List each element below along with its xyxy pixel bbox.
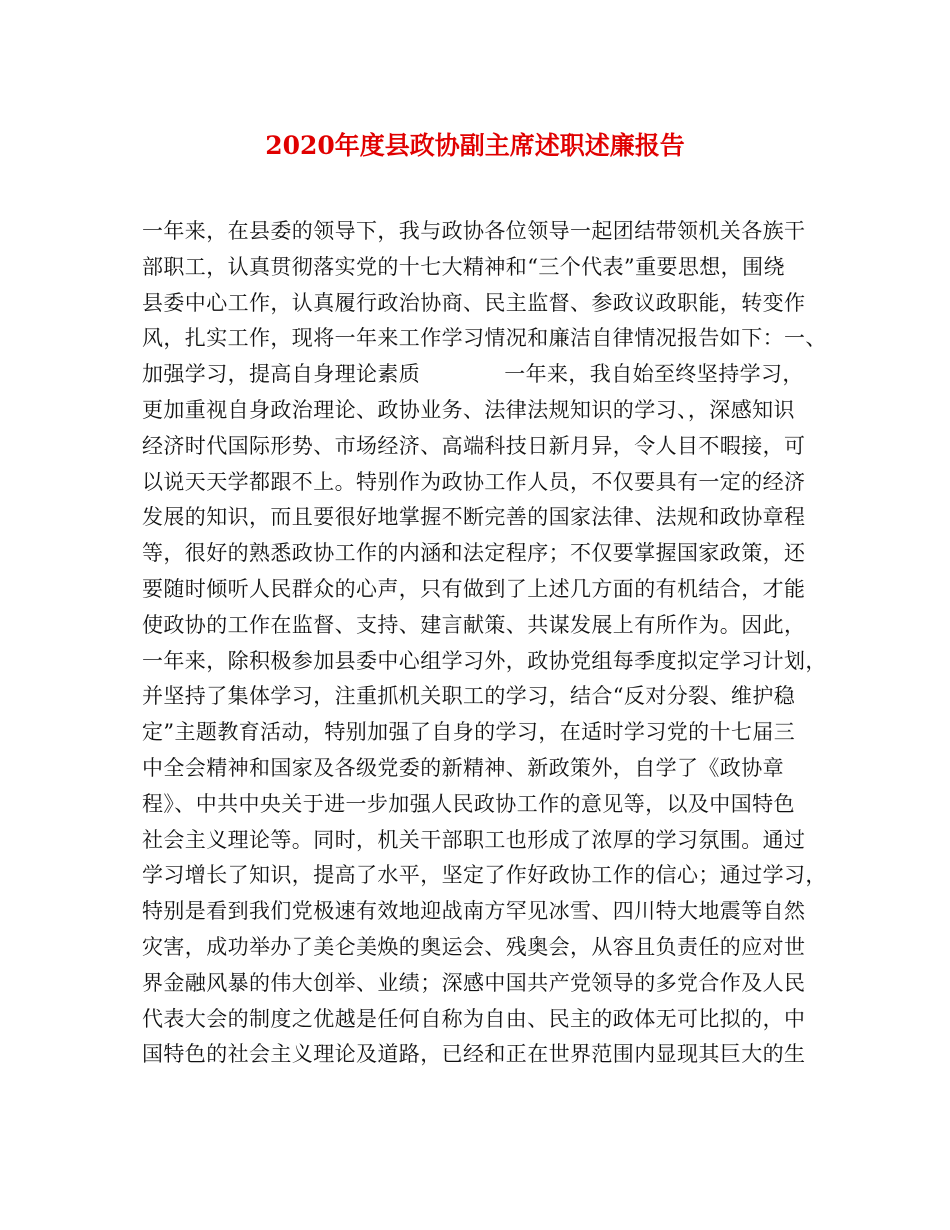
section-heading: 加强学习，提高自身理论素质 — [142, 362, 421, 387]
paragraph-line: 国特色的社会主义理论及道路，已经和正在世界范围内显现其巨大的生 — [142, 1042, 806, 1067]
paragraph-line: 并坚持了集体学习，注重抓机关职工的学习，结合“反对分裂、维护稳 — [142, 684, 796, 709]
paragraph-line: 经济时代国际形势、市场经济、高端科技日新月异，令人目不暇接，可 — [142, 433, 806, 458]
paragraph-text: 一年来，我自始至终坚持学习， — [504, 362, 804, 387]
paragraph-line: 社会主义理论等。同时，机关干部职工也形成了浓厚的学习氛围。通过 — [142, 827, 806, 852]
paragraph-line: 县委中心工作，认真履行政治协商、民主监督、参政议政职能，转变作 — [142, 290, 806, 315]
document-body — [142, 214, 832, 1073]
paragraph-line: 风，扎实工作，现将一年来工作学习情况和廉洁自律情况报告如下：一、 — [142, 326, 827, 351]
section-heading-line — [142, 357, 832, 393]
paragraph-line: 特别是看到我们党极速有效地迎战南方罕见冰雪、四川特大地震等自然 — [142, 899, 806, 924]
paragraph-line: 发展的知识，而且要很好地掌握不断完善的国家法律、法规和政协章程 — [142, 505, 806, 530]
paragraph-line: 以说天天学都跟不上。特别作为政协工作人员，不仅要具有一定的经济 — [142, 469, 806, 494]
paragraph-line: 中全会精神和国家及各级党委的新精神、新政策外，自学了《政协章 — [142, 755, 784, 780]
paragraph-line: 要随时倾听人民群众的心声，只有做到了上述几方面的有机结合，才能 — [142, 576, 806, 601]
document-title: 2020年度县政协副主席述职述廉报告 — [265, 131, 685, 160]
paragraph-line: 学习增长了知识，提高了水平，坚定了作好政协工作的信心；通过学习， — [142, 863, 827, 888]
paragraph-line: 灾害，成功举办了美仑美焕的奥运会、残奥会，从容且负责任的应对世 — [142, 934, 806, 959]
paragraph-line: 一年来，除积极参加县委中心组学习外，政协党组每季度拟定学习计划， — [142, 648, 827, 673]
paragraph-line: 等，很好的熟悉政协工作的内涵和法定程序；不仅要掌握国家政策，还 — [142, 541, 806, 566]
paragraph-line: 更加重视自身政治理论、政协业务、法律法规知识的学习、，深感知识 — [142, 397, 795, 422]
paragraph-line: 使政协的工作在监督、支持、建言献策、共谋发展上有所作为。因此， — [142, 612, 806, 637]
paragraph-line: 一年来，在县委的领导下，我与政协各位领导一起团结带领机关各族干 — [142, 219, 806, 243]
paragraph-line: 程》、中共中央关于进一步加强人民政协工作的意见等，以及中国特色 — [142, 791, 795, 816]
paragraph-line: 部职工，认真贯彻落实党的十七大精神和“三个代表”重要思想，围绕 — [142, 254, 785, 279]
paragraph-line: 界金融风暴的伟大创举、业绩；深感中国共产党领导的多党合作及人民 — [142, 970, 806, 995]
paragraph-line: 定”主题教育活动，特别加强了自身的学习，在适时学习党的十七届三 — [142, 720, 796, 745]
paragraph-line: 代表大会的制度之优越是任何自称为自由、民主的政体无可比拟的，中 — [142, 1006, 806, 1031]
